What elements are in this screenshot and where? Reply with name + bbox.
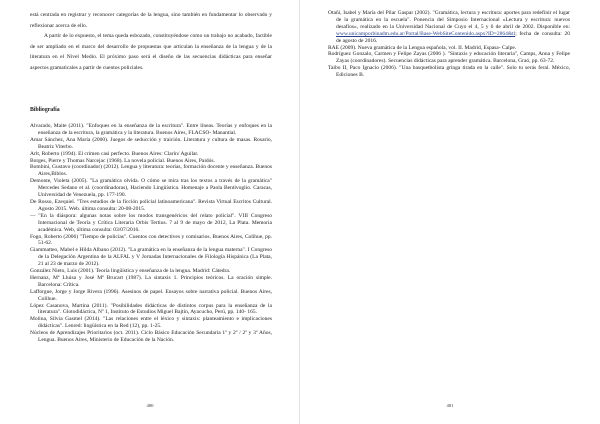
reference-item: Molina, Silvia Gasmel (2014). "Las relaciones entre el léxico y sintaxis: planteamiento e implicaciones didácticas". Lenred: lingüística en la Red (12), pp. 1-25. [30,316,272,330]
reference-item: Alvarado, Maite (2011). "Enfoques en la enseñanza de la escritura". Entre líneas. Teorías y enfoques en la enseñanza de la escritura, la gramática y la literatura. Buenos Aires, FLACSO- Manantial. [30,123,272,136]
reference-item: De Rosso, Ezequiel. "Tres estudios de la ficción policial latinoamericana". Revista Virtual Escritos Cultural. Agosto 2015. Web. última consulta: 20-08-2015. [30,198,272,212]
reference-item: — "En la diáspora: algunas notas sobre los modos transgenéricos del relato policial". VIII Congreso Internacional de Teoría y Crítica Literaria Orbis Tertius. 7 al 9 de mayo de 2012, La Plata. Memoria académica. Web, última consulta: 03/07/2016. [30,212,272,233]
bibliography-heading: Bibliografía [30,107,60,113]
reference-item: Otañi, Isabel y María del Pilar Gaspar (2002). "Gramática, lectura y escritura: aportes para redefinir el lugar de la gramática en la escuela". Ponencia del Simposio Internacional «Lectura y escritura: nuevos desafíos», realizado en la Universidad Nacional de Cuyo el 4, 5 y 6 de abril de 2002. Disponible en: www.unicamporbinadm.edu.ar/Portal/Base-WebSiteContenido.aspx?ID=2864&tl; fecha de consulta: 20 de agosto de 2016. [328,10,570,44]
reference-item: López Casanova, Martina (2011). "Posibilidades didácticas de distintos corpus para la enseñanza de la literatura". Glotodidáctica, Nº 1, Instituto de Estudios Miguel Bajtín, Ayacucho, Perú, pp. 140- 165. [30,302,272,316]
body-paragraph-2: A partir de lo expuesto, el tema queda esbozado, constituyéndose como un trabajo no acabado, factible de ser ampliado en el marco del desarrollo de propuestas que articulan la enseñanza de la lengua y de la literatura en el Nivel Medio. El próximo paso será el diseño de las secuencias didácticas para enseñar aspectos gramaticales a partir de cuentos policiales. [30,33,272,71]
reference-item: Fogo, Roberto (2006) "Tiempo de policías". Cuentos con detectives y comisarios. Buenos Aires, Colihue, pp. 51-62. [30,233,272,247]
reference-item: Demonte, Violeta (2005). "La gramática olvida. O cómo se mira tras los textos a través de la gramática" Mercedes Sedano et al. (coordinadoras), Haciendo Lingüística. Homenaje a Paola Bentivoglio. Caracas, Universidad de Venezuela, pp. 177-190. [30,178,272,199]
bibliography-list [30,123,272,344]
reference-item: Rodríguez Gonzalo, Carmen y Felipe Zayas (2006 ). "Sintaxis y educación literaria", Camps, Anna y Felipe Zayas (coordinadores). Secuencias didácticas para aprender gramática. Barcelona, Graó, pp. 63-72. [328,51,570,65]
reference-item: Bombini, Gustavo (coordinador) (2012). Lengua y literatura: teorías, formación docente y enseñanza. Buenos Aires,Biblos. [30,164,272,178]
reference-link[interactable]: www.unicamporbinadm.edu.ar/Portal/Base-WebSiteContenido.aspx?ID=2864&tl [336,30,516,37]
reference-item: González Nieto, Luis (2001). Teoría lingüística y enseñanza de la lengua. Madrid: Cátedra. [30,268,231,275]
reference-item: Amar Sánchez, Ana María (2000). Juegos de seducción y traición. Literatura y cultura de masas. Rosario, Beatriz Viterbo. [30,136,272,150]
page-number-right: 481 [446,403,454,408]
page-number-left: 480 [146,403,154,408]
reference-item: Taibo II, Paco Ignacio (2006). "Una basquetbolista gringa tirada en la calle". Solo tu serás feral. México, Ediciones B. [328,65,570,79]
right-page [300,0,600,424]
reference-item: Hernanz, Mª Lluisa y José Mª Brucart (1987). La sintaxis 1. Principios teóricos. La oración simple. Barcelona: Crítica. [30,274,272,288]
reference-item: Núcleos de Aprendizajes Prioritarios (oct. 2011). Ciclo Básico Educación Secundaria 1º y 2º / 2º y 3º Años, Lengua. Buenos Aires, Ministerio de Educación de la Nación. [30,330,272,344]
reference-item: Arlt, Roberto (1994). El crimen casi perfecto. Buenos Aires: Clarín/ Aguilar. [30,150,199,157]
reference-item: Giammatteo, Mabel e Hilda Albano (2012). "La gramática en la enseñanza de la lengua materna". I Congreso de la Delegación Argentina de la ALFAL y V Jornadas Internacionales de Filología Hispánica (La Plata, 21 al 23 de marzo de 2012). [30,247,272,268]
reference-item: Lafforgue, Jorge y Jorge Rivera (1996). Asesinos de papel. Ensayos sobre narrativa policial. Buenos Aires, Colihue. [30,288,272,302]
reference-item: Borges, Pierre y Thomas Narcejac (1968). La novela policial. Buenos Aires, Paidós. [30,157,215,164]
reference-item: RAE (2009). Nueva gramática de la Lengua española, vol. II. Madrid, Espasa- Calpe. [328,44,517,51]
body-paragraph-1: está centrada en registrar y reconocer categorías de la lengua, sino también en fundamentar lo observado y reflexionar acerca de ello. [30,12,272,29]
